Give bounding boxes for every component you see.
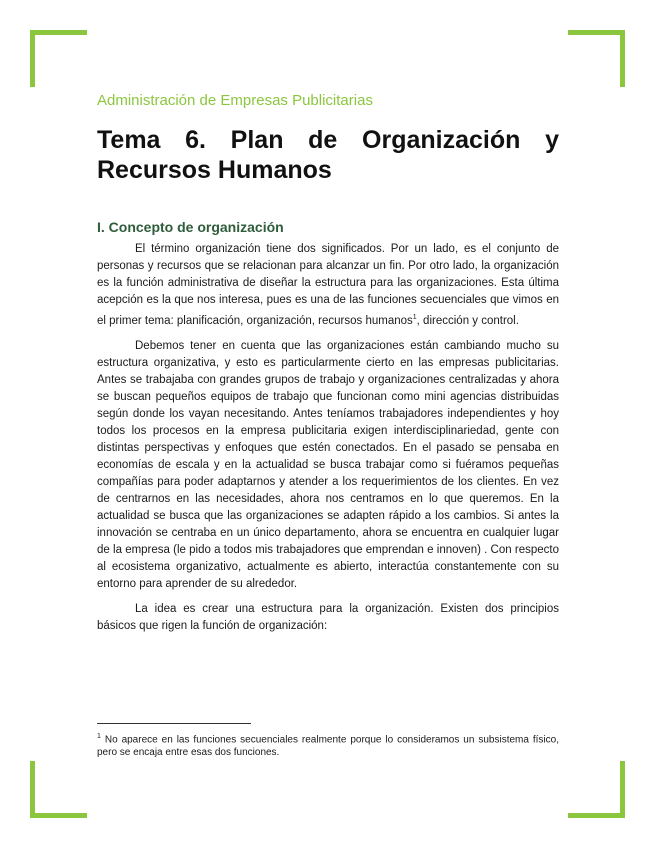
paragraph-3: La idea es crear una estructura para la organización. Existen dos principios básicos que rigen la función de organización: <box>97 602 559 632</box>
paragraph-2: Debemos tener en cuenta que las organizaciones están cambiando mucho su estructura organizativa, y esto es particularmente cierto en las empresas publicitarias. Antes se trabajaba con grandes grupos de trabajo y organizaciones centralizadas y ahora se buscan pequeños equipos de trabajo que funcionan como mini agencias distribuidas según donde los vayan necesitando. Antes teníamos trabajadores independientes y hoy todos los procesos en la empresa publicitaria exigen interdisciplinariedad, gente con distintas perspectivas y enfoques que estén conectados. En el pasado se pensaba en economías de escala y en la actualidad se busca trabajar como si fuéramos pequeñas compañías para poder adaptarnos y atender a los requerimientos de los clientes. En vez de centrarnos en las necesidades, ahora nos centramos en lo que queremos. En la actualidad se busca que las organizaciones se adapten rápido a los cambios. Si antes la innovación se centraba en un único departamento, ahora se encuentra en cualquier lugar de la empresa (le pido a todos mis trabajadores que emprendan e innoven) . Con respecto al ecosistema organizativo, actualmente es abierto, interactúa constantemente con su entorno para aprender de su alrededor. <box>97 339 559 590</box>
course-subject: Administración de Empresas Publicitarias <box>97 92 373 109</box>
paragraph-1-text: El término organización tiene dos significados. Por un lado, es el conjunto de personas y recursos que se relacionan para alcanzar un fin. Por otro lado, la organización es la función administrativa de diseñar la estructura para las organizaciones. Esta última acepción es la que nos interesa, pues es una de las funciones secuenciales que vimos en el primer tema: planificación, organización, recursos humanos <box>97 243 559 327</box>
corner-bracket-bottom-left <box>30 761 87 818</box>
footnote-reference[interactable]: 1 <box>412 314 417 321</box>
footnote-divider <box>97 723 251 724</box>
footnote-text: No aparece en las funciones secuenciales realmente porque lo consideramos un subsistema físico, pero se encaja entre esas dos funciones. <box>97 734 559 759</box>
corner-bracket-top-left <box>30 30 87 87</box>
footnote <box>97 730 559 759</box>
corner-bracket-bottom-right <box>568 761 625 818</box>
paragraph-1-tail: , dirección y control. <box>416 314 519 327</box>
section-heading: I. Concepto de organización <box>97 219 284 235</box>
page-title: Tema 6. Plan de Organización y Recursos Humanos <box>97 126 559 184</box>
page-content <box>97 92 559 643</box>
corner-bracket-top-right <box>568 30 625 87</box>
footnote-number: 1 <box>97 733 101 740</box>
paragraph-1 <box>97 241 559 330</box>
